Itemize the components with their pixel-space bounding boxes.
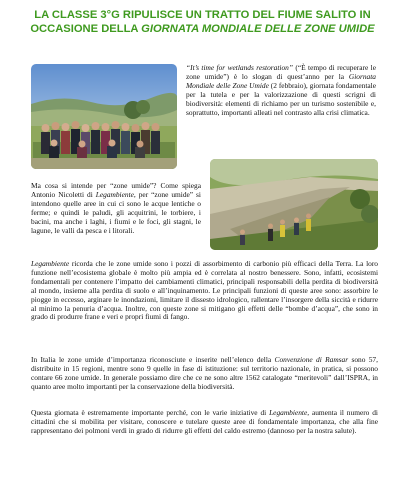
river-cleanup-photo [210,159,378,250]
class-group-photo [31,64,177,169]
intro-paragraph: “It’s time for wetlands restoration” (“È tempo di recuperare le zone umide”) è lo slogan di quest’anno per la Giornata Mondiale delle Zone Umide (2 febbraio), giornata fondamentale per la tutela e per la valorizzazione di questi scrigni di biodiversità: elementi di richiamo per un turismo sostenibile e, soprattutto, importanti alleati nel contrasto alla crisi climatica. [186,63,376,117]
ramsar-paragraph: In Italia le zone umide d’importanza riconosciute e inserite nell’elenco della Convenzione di Ramsar sono 57, distribuite in 15 regioni, mentre sono 9 quelle in fase di istituzione: sul territorio nazionale, in pratica, si possono contare 66 zone umide. In generale possiamo dire che ce ne sono altre 1562 catalogate “meritevoli” dall’ISPRA, in quanto aree molto importanti per la conservazione della biodiversità. [31,355,378,391]
article-title [10,8,395,36]
org-name: Legambiente [31,259,70,268]
definition-paragraph: Ma cosa si intende per “zone umide”? Come spiega Antonio Nicoletti di Legambiente, per “zone umide” si intendono quelle aree in cui ci sono le acque lentiche o ferme; e quindi le paludi, gli acquitrini, le torbiere, i bacini, ma anche i laghi, i fiumi e le foci, gli stagni, le lagune, le valli da pesca e i litorali. [31,181,201,235]
title-line-1: LA CLASSE 3°G RIPULISCE UN TRATTO DEL FIUME SALITO IN [34,9,371,21]
importance-paragraph: Questa giornata è estremamente importante perché, con le varie iniziative di Legambiente, aumenta il numero di cittadini che si mobilita per visitare, conoscere e tutelare queste aree di fondamentale importanza, che alla fine rappresentano dei polmoni verdi in grado di ridurre gli effetti del caldo estremo (dannoso per la nostra salute). [31,408,378,435]
title-line-2-italic: GIORNATA MONDIALE DELLE ZONE UMIDE [141,23,375,35]
slogan-quote: “It’s time for wetlands restoration” [186,63,293,72]
title-line-2-prefix: OCCASIONE DELLA [30,23,142,35]
org-name: Legambiente [95,189,134,199]
convention-name: Convenzione di Ramsar [274,355,349,364]
org-name: Legambiente [269,408,308,417]
carbon-paragraph: Legambiente ricorda che le zone umide sono i pozzi di assorbimento di carbonio più efficaci della Terra. La loro funzione nell’ecosistema globale è molto più ampia ed è correlata al nostro benessere. Sono, infatti, ecosistemi fondamentali per contenere l’impatto dei cambiamenti climatici, principali responsabili della perdita di biodiversità al mondo, insieme alla perdita di suolo e all’inquinamento. Le principali funzioni di queste aree sono: assorbire le piogge in eccesso, arginare le inondazioni, limitare il dissesto idrologico, rallentare l’insorgere della siccità e ridurre al minimo la penuria d’acqua. Inoltre, con queste zone si mitigano gli effetti delle “bombe d’acqua”, che sono in grado di produrre frane e veri e propri fiumi di fango. [31,259,378,322]
event-name: Giornata Mondiale delle Zone Umide [186,71,376,90]
